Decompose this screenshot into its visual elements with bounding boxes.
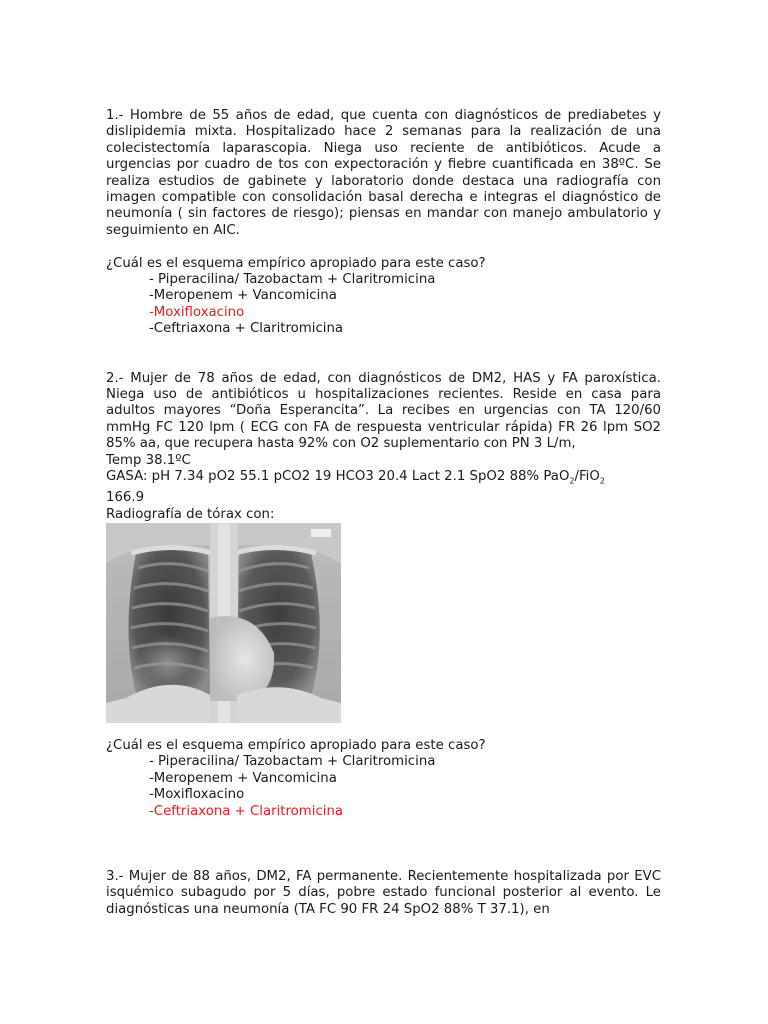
case1-option-1: - Piperacilina/ Tazobactam + Claritromicina [149, 272, 436, 288]
case2-text: 2.- Mujer de 78 años de edad, con diagnósticos de DM2, HAS y FA paroxística. Niega uso de antibióticos u hospitalizaciones recientes. Reside en casa para adultos mayores “Doña Esperancita”. La recibes en urgencias con TA 120/60 mmHg FC 120 lpm ( ECG con FA de respuesta ventricular rápida) FR 26 lpm SO2 85% aa, que recupera hasta 92% con O2 suplementario con PN 3 L/m, [106, 370, 661, 452]
case1-option-3-correct: -Moxifloxacino [149, 304, 245, 320]
gasa-mid: /FiO [574, 469, 600, 485]
chest-xray-image [106, 523, 341, 723]
document-page [106, 108, 661, 918]
case2-temp: Temp 38.1ºC [106, 452, 191, 468]
case2-question: ¿Cuál es el esquema empírico apropiado para este caso? [106, 737, 486, 753]
case3-text: 3.- Mujer de 88 años, DM2, FA permanente. Recientemente hospitalizada por EVC isquémico subagudo por 5 días, pobre estado funcional posterior al evento. Le diagnósticas una neumonía (TA FC 90 FR 24 SpO2 88% T 37.1), en [106, 869, 661, 917]
gasa-sub-1: 2 [569, 476, 575, 486]
case2-gasa [106, 469, 661, 490]
case2-option-2: -Meropenem + Vancomicina [149, 770, 337, 786]
case2-option-1: - Piperacilina/ Tazobactam + Claritromicina [149, 754, 436, 770]
case1-option-2: -Meropenem + Vancomicina [149, 288, 337, 304]
case2-option-4-correct: -Ceftriaxona + Claritromicina [149, 803, 344, 819]
case1-text: 1.- Hombre de 55 años de edad, que cuenta con diagnósticos de prediabetes y dislipidemia mixta. Hospitalizado hace 2 semanas para la realización de una colecistectomía laparascopia. Niega uso reciente de antibióticos. Acude a urgencias por cuadro de tos con expectoración y fiebre cuantificada en 38ºC. Se realiza estudios de gabinete y laboratorio donde destaca una radiografía con imagen compatible con consolidación basal derecha e integras el diagnóstico de neumonía ( sin factores de riesgo); piensas en mandar con manejo ambulatorio y seguimiento en AIC. [106, 108, 661, 238]
case2-gasa-end: 166.9 [106, 490, 145, 506]
case1-question: ¿Cuál es el esquema empírico apropiado para este caso? [106, 255, 486, 271]
gasa-sub-2: 2 [599, 476, 605, 486]
case2-option-3: -Moxifloxacino [149, 787, 245, 803]
gasa-prefix: GASA: pH 7.34 pO2 55.1 pCO2 19 HCO3 20.4 Lact 2.1 SpO2 88% PaO [106, 469, 570, 485]
case1-option-4: -Ceftriaxona + Claritromicina [149, 321, 344, 337]
case2-xray-caption: Radiografía de tórax con: [106, 506, 275, 522]
